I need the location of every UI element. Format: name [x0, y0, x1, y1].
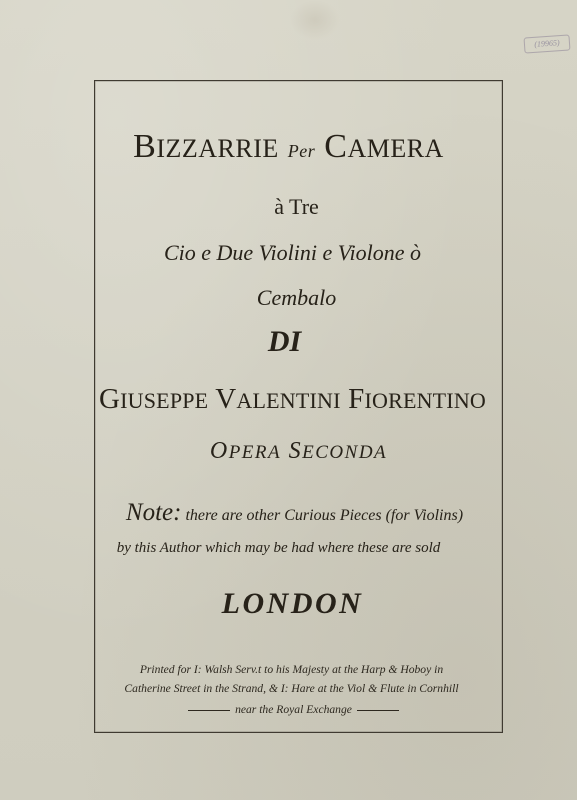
title-word-bizzarrie: IZZARRIE: [156, 134, 279, 163]
subtitle-instruments: Cio e Due Violini e Violone ò: [163, 240, 422, 265]
note-line: [6, 499, 577, 527]
imprint-rule-left: [188, 710, 230, 711]
subtitle-a-tre: à Tre: [274, 194, 319, 219]
catalogue-stamp: (19965): [523, 34, 570, 53]
imprint-line-1: Printed for I: Walsh Serv.t to his Majesty at the Harp & Hoboy in: [139, 663, 444, 676]
note-label: Note:: [125, 499, 182, 526]
subtitle-cembalo: Cembalo: [256, 285, 337, 310]
imprint-rule-right: [357, 710, 399, 711]
opus-number: [10, 438, 577, 465]
title-initial-c: C: [324, 128, 348, 165]
opus-initial-s: S: [288, 438, 303, 464]
paper-stain: [290, 0, 340, 40]
composer-initial-f: F: [348, 383, 365, 415]
di-label: DI: [267, 325, 302, 358]
title-initial-b: B: [133, 128, 157, 165]
opus-initial-o: O: [209, 438, 229, 464]
place-of-publication: LONDON: [221, 587, 364, 620]
note-line-2: by this Author which may be had where these are sold: [116, 540, 441, 556]
title-word-camera: AMERA: [347, 134, 444, 163]
note-text: there are other Curious Pieces (for Violins): [185, 507, 464, 524]
opus-opera: PERA: [228, 442, 282, 463]
imprint-line-3-text: near the Royal Exchange: [235, 703, 352, 716]
imprint-line-2: Catherine Street in the Strand, & I: Hare at the Viol & Flute in Cornhill: [124, 682, 459, 695]
opus-seconda: ECONDA: [302, 442, 388, 463]
composer-fiorentino: IORENTINO: [364, 388, 487, 413]
imprint-line-3: [5, 703, 577, 716]
composer-initial-g: G: [98, 383, 121, 415]
composer-initial-v: V: [215, 383, 237, 415]
composer-valentini: ALENTINI: [236, 388, 341, 413]
composer-giuseppe: IUSEPPE: [120, 388, 209, 413]
title: [0, 128, 577, 166]
composer-name: [4, 383, 577, 416]
title-per: Per: [287, 141, 316, 161]
